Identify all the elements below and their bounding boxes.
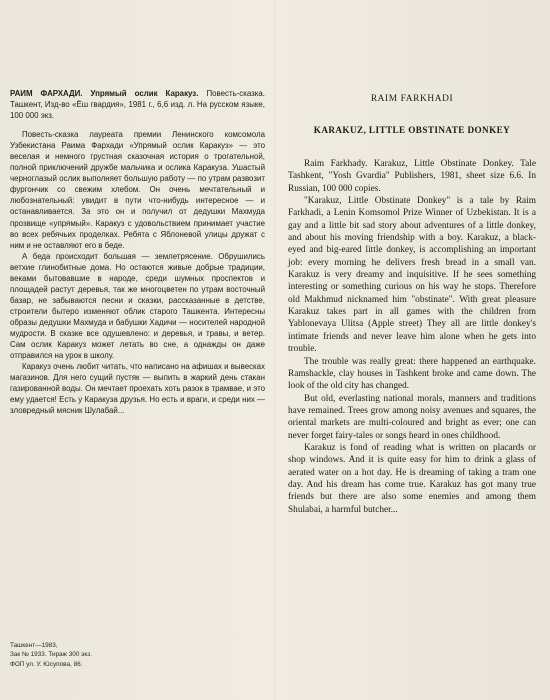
english-annotation (288, 94, 536, 516)
english-paragraph: "Karakuz, Little Obstinate Donkey" is a tale by Raim Farkhadi, a Lenin Komsomol Prize Winner of Uzbekistan. It is a gay and a little bit sad story about adventures of a little donkey, and about his moving friendship with a boy. Karakuz, a black-eyed and big-eared little donkey, is accomplishing an important job: every morning he delivers fresh bread in a small van. Karakuz is very dreamy and inquisitive. If he sees something interesting or something curious on his way he stops. Therefore old Makhmud nicknamed him "obstinate". With great pleasure Karakuz takes part in all games with the children from Yablonevaya Ulitsa (Apple street) They all are little donkey's intimate friends and never leave him alone when he gets into trouble. (288, 196, 536, 355)
page-fold (274, 0, 276, 700)
print-imprint (10, 641, 210, 669)
russian-paragraph: Каракуз очень любит читать, что написано на афишах и вывесках магазинов. Для него сущий пустяк — выпить в жаркий день стакан газированной воды. Он мечтает проехать хоть разок в трамвае, и это ему удается! Есть у Каракуза друзья. Но есть и враги, и среди них — зловредный мясник Шулабай... (10, 362, 265, 416)
russian-annotation (10, 88, 265, 416)
english-paragraph: But old, everlasting national morals, manners and traditions have remained. Trees grow among noisy avenues and squares, the oriental markets are multi-coloured and bright as ever; one can never forget fairy-tales or songs heard in ones childhood. (288, 393, 536, 441)
imprint-line: Зак № 1933. Тираж 300 экз. (10, 651, 93, 659)
english-paragraph: Raim Farkhady. Karakuz, Little Obstinate Donkey. Tale Tashkent, "Yosh Gvardia" Publishers, 1981, sheet size 6.6. In Russian, 100 000 copies. (288, 159, 536, 194)
imprint-line: Ташкент—1983, (10, 642, 58, 649)
imprint-line: ФОП ул. У. Юсупова, 86. (10, 660, 83, 668)
english-paragraph: The trouble was really great: there happened an earthquake. Ramshackle, clay houses in Tashkent broke and came down. The look of the old city has changed. (288, 356, 536, 392)
english-title: KARAKUZ, LITTLE OBSTINATE DONKEY (313, 125, 511, 135)
russian-bibliographic-header (10, 88, 265, 121)
russian-header-author-title: РАИМ ФАРХАДИ. Упрямый ослик Каракуз. (10, 89, 199, 98)
english-paragraph: Karakuz is fond of reading what is written on placards or shop windows. And it is quite easy for him to drink a glass of aerated water on a hot day. He is dreaming of taking a tram one day. And his dream has come true. Karakuz has got many true friends but there are also some enemies and among them Shulabai, a harmful butcher... (288, 442, 536, 515)
russian-header-details: Повесть-сказка. Ташкент, Изд-во «Ёш гвардия», 1981 г., 6,6 изд. л. На русском языке, 100 000 экз. (10, 89, 265, 121)
english-author: RAIM FARKHADI (370, 94, 454, 104)
russian-paragraph: А беда происходит большая — землетрясение. Обрушились ветхие глинобитные дома. Но остаются живые добрые традиции, веками бытовавшие в народе, среди шумных проспектов и площадей растут деревья, так же многоцветен по утрам восточный базар, не забываются песни и сказки, рассказанные в детстве, строители бытеро изменяют облик старого Ташкента. Интересны образы дедушки Махмуда и бабушки Хадичи — носителей народной мудрости. В сказке все одушевлено: и деревья, и травы, и ветер. Сам ослик Каракуз может летать во сне, а однажды он даже отправился на урок в школу. (10, 251, 265, 361)
russian-paragraph: Повесть-сказка лауреата премии Ленинского комсомола Узбекистана Раима Фархади «Упрямый ослик Каракуз» — это веселая и немного грустная сказочная история о трогательной, полной приключений дружбе мальчика и ослика Каракуза. Ушастый черноглазый ослик выполняет большую работу — по утрам развозит фургончик со свежим хлебом. Он очень мечтательный и любознательный: увидит в пути что-нибудь интересное — и останавливается. За это он и получил от дедушки Махмуда прозвище «упрямый». Каракуз с удовольствием принимает участие во всех ребячьих проделках. Ребята с Яблоневой улицы дружат с ним и не оставляют его в беде. (10, 130, 265, 250)
